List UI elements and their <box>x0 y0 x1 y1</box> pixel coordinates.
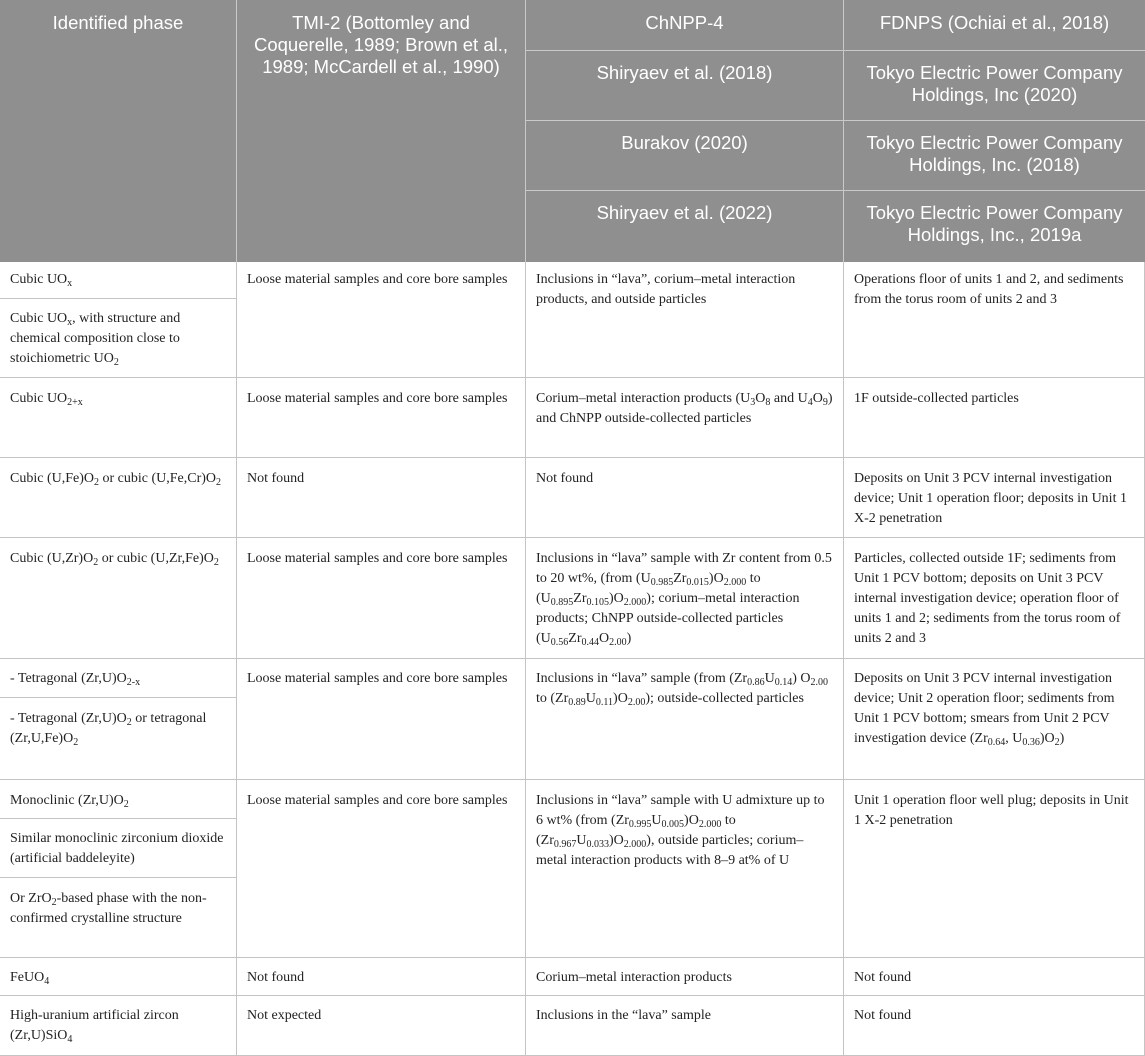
fdnps-cell-r1: Operations floor of units 1 and 2, and sediments from the torus room of units 2 and 3 <box>854 272 1124 307</box>
phase-feuo4: FeUO$_4$ <box>10 970 50 987</box>
chnpp-cell-r1: Inclusions in “lava”, corium–metal interaction products, and outside particles <box>536 272 796 307</box>
header-identified-phase: Identified phase <box>52 12 184 33</box>
phase-cubic-uzr: Cubic $(U,Zr)O_2$ or cubic $(U,Zr,Fe)O_2$ <box>10 551 219 568</box>
chnpp-cell-r7: Corium–metal interaction products <box>536 970 732 985</box>
chnpp-cell-r8: Inclusions in the “lava” sample <box>536 1008 711 1023</box>
tmi-cell-r7: Not found <box>247 970 305 985</box>
header-fdnps-ref-2: Tokyo Electric Power Company Holdings, Inc. (2018) <box>866 132 1123 175</box>
fdnps-cell-r2: 1F outside-collected particles <box>854 391 1019 406</box>
header-fdnps-ref-3: Tokyo Electric Power Company Holdings, Inc., 2019a <box>866 202 1123 245</box>
phase-tetragonal-zru: - Tetragonal $(Zr,U)O_2$ or tetragonal $(Zr,U,Fe)O_2$ <box>10 711 207 748</box>
fdnps-cell-r6: Unit 1 operation floor well plug; deposits in Unit 1 X-2 penetration <box>854 793 1129 828</box>
phase-monoclinic-zru: Monoclinic $(Zr,U)O_2$ <box>10 793 129 810</box>
tmi-cell-r6: Loose material samples and core bore samples <box>247 793 508 808</box>
chnpp-cell-r5: Inclusions in “lava” sample (from $(Zr_{0.86}U_{0.14})$ $O_{2.00}$ to $(Zr_{0.89}U_{0.11})O_{2.00}$); outside-collected particles <box>536 671 828 708</box>
header-chnpp-ref-3: Shiryaev et al. (2022) <box>596 202 773 223</box>
tmi-cell-r5: Loose material samples and core bore samples <box>247 671 508 686</box>
chnpp-cell-r2: Corium–metal interaction products ($U_3O_8$ and $U_4O_9$) and ChNPP outside-collected particles <box>536 391 833 426</box>
tmi-cell-r2: Loose material samples and core bore samples <box>247 391 508 406</box>
header-chnpp-ref-1: Shiryaev et al. (2018) <box>596 62 773 83</box>
chnpp-cell-r4: Inclusions in “lava” sample with Zr content from 0.5 to 20 wt%, (from $(U_{0.985}Zr_{0.015})O_{2.000}$ to $(U_{0.895}Zr_{0.105})O_{2.000}$); corium–metal interaction products; ChNPP outside-collected particles $(U_{0.56}Zr_{0.44}O_{2.00})$ <box>536 551 832 648</box>
tmi-cell-r8: Not expected <box>247 1008 322 1023</box>
phase-zro2-based: Or ZrO$_2$-based phase with the non-confirmed crystalline structure <box>10 891 207 926</box>
header-fdnps: FDNPS (Ochiai et al., 2018) <box>879 12 1110 33</box>
header-tmi2: TMI-2 (Bottomley and Coquerelle, 1989; Brown et al., 1989; McCardell et al., 1990) <box>253 12 508 77</box>
phase-monoclinic-baddeleyite: Similar monoclinic zirconium dioxide (artificial baddeleyite) <box>10 831 224 866</box>
fdnps-cell-r8: Not found <box>854 1008 912 1023</box>
tmi-cell-r4: Loose material samples and core bore samples <box>247 551 508 566</box>
chnpp-cell-r3: Not found <box>536 471 594 486</box>
fdnps-cell-r3: Deposits on Unit 3 PCV internal investigation device; Unit 1 operation floor; deposits in Unit 1 X-2 penetration <box>854 471 1127 526</box>
tmi-cell-r3: Not found <box>247 471 305 486</box>
chnpp-cell-r6: Inclusions in “lava” sample with U admixture up to 6 wt% (from $(Zr_{0.995}U_{0.005})O_{2.000}$ to $(Zr_{0.967}U_{0.033})O_{2.000}$), outside particles; corium–metal interaction products with 8–9 at% of U <box>536 793 825 868</box>
phase-cubic-uox: Cubic $UO_x$ <box>10 272 73 289</box>
fdnps-cell-r4: Particles, collected outside 1F; sediments from Unit 1 PCV bottom; deposits on Unit 3 PCV internal investigation device; operation floor of units 1 and 2; sediments from the torus room of units 2 and 3 <box>854 551 1121 646</box>
fdnps-cell-r7: Not found <box>854 970 912 985</box>
phase-cubic-uox-stoichiometric: Cubic $UO_x$, with structure and chemical composition close to stoichiometric $UO_2$ <box>10 311 181 368</box>
header-chnpp4: ChNPP-4 <box>645 12 724 33</box>
phase-tetragonal-zru-2x: - Tetragonal $(Zr,U)O_{2-x}$ <box>10 671 141 688</box>
phase-cubic-ufe: Cubic $(U,Fe)O_2$ or cubic $(U,Fe,Cr)O_2$ <box>10 471 222 488</box>
header-fdnps-ref-1: Tokyo Electric Power Company Holdings, Inc (2020) <box>866 62 1123 105</box>
tmi-cell-r1: Loose material samples and core bore samples <box>247 272 508 287</box>
phase-cubic-uo2x: Cubic $UO_{2+x}$ <box>10 391 83 408</box>
header-chnpp-ref-2: Burakov (2020) <box>621 132 748 153</box>
fdnps-cell-r5: Deposits on Unit 3 PCV internal investigation device; Unit 2 operation floor; sediments from Unit 1 PCV bottom; smears from Unit 2 PCV investigation device ($Zr_{0.64}$, $U_{0.36})O_2$) <box>854 671 1115 748</box>
phase-zircon: High-uranium artificial zircon (Zr,U)SiO$_4$ <box>10 1008 179 1045</box>
